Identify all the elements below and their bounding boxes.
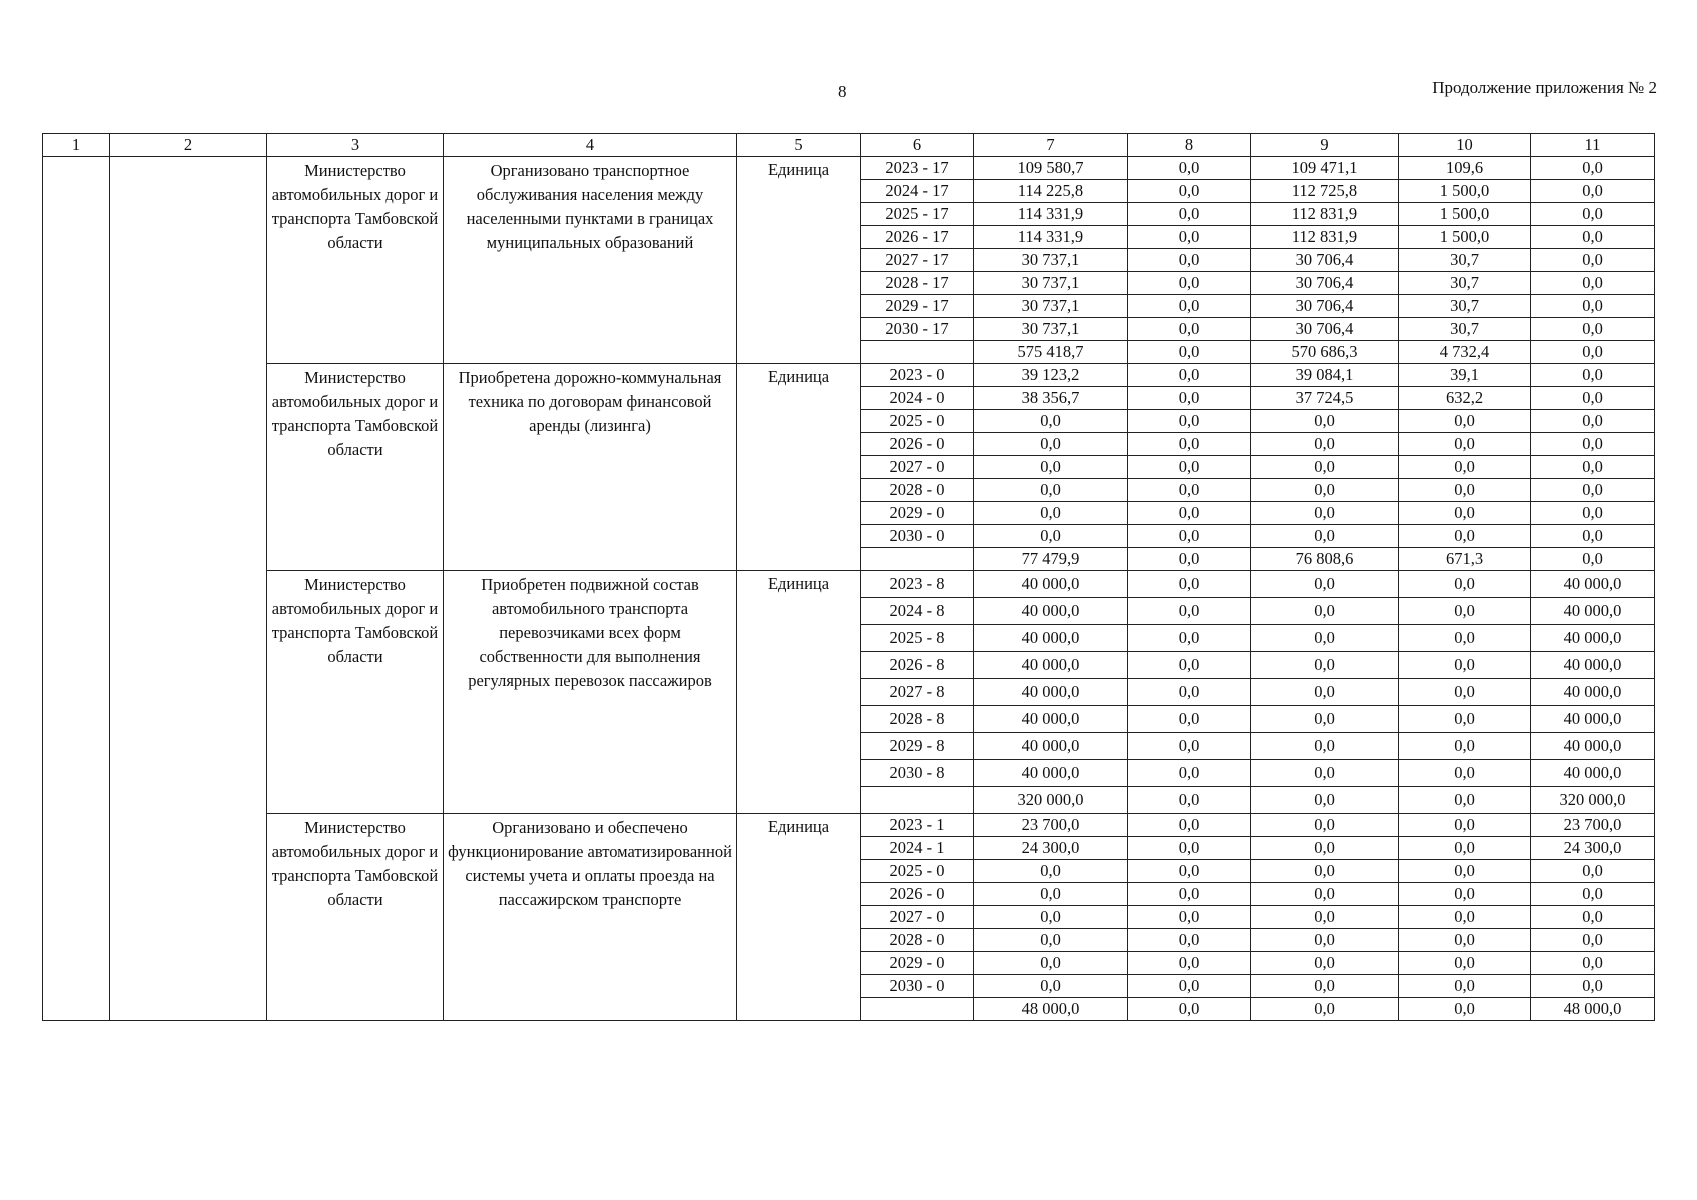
- year-value-cell: 2028 - 0: [861, 479, 974, 502]
- table-row: [43, 364, 1655, 387]
- total-amount-cell: 0,0: [974, 410, 1128, 433]
- other-amount-cell: 0,0: [1531, 883, 1655, 906]
- other-amount-cell: 40 000,0: [1531, 760, 1655, 787]
- local-amount-cell: 109,6: [1399, 157, 1531, 180]
- federal-amount-cell: 0,0: [1128, 952, 1251, 975]
- other-amount-cell: 23 700,0: [1531, 814, 1655, 837]
- federal-amount-cell: 0,0: [1128, 679, 1251, 706]
- local-amount-cell: 0,0: [1399, 998, 1531, 1021]
- year-value-cell: 2029 - 8: [861, 733, 974, 760]
- year-value-cell: [861, 548, 974, 571]
- other-amount-cell: 320 000,0: [1531, 787, 1655, 814]
- other-amount-cell: 0,0: [1531, 226, 1655, 249]
- year-value-cell: 2027 - 0: [861, 456, 974, 479]
- federal-amount-cell: 0,0: [1128, 975, 1251, 998]
- regional-amount-cell: 0,0: [1251, 479, 1399, 502]
- header-cell-6: 6: [861, 134, 974, 157]
- total-amount-cell: 40 000,0: [974, 571, 1128, 598]
- year-value-cell: 2030 - 0: [861, 975, 974, 998]
- year-value-cell: 2023 - 8: [861, 571, 974, 598]
- other-amount-cell: 0,0: [1531, 295, 1655, 318]
- total-amount-cell: 40 000,0: [974, 706, 1128, 733]
- local-amount-cell: 1 500,0: [1399, 203, 1531, 226]
- year-value-cell: 2029 - 17: [861, 295, 974, 318]
- federal-amount-cell: 0,0: [1128, 837, 1251, 860]
- federal-amount-cell: 0,0: [1128, 787, 1251, 814]
- regional-amount-cell: 0,0: [1251, 625, 1399, 652]
- federal-amount-cell: 0,0: [1128, 598, 1251, 625]
- total-amount-cell: 575 418,7: [974, 341, 1128, 364]
- regional-amount-cell: 112 831,9: [1251, 226, 1399, 249]
- other-amount-cell: 0,0: [1531, 318, 1655, 341]
- total-amount-cell: 40 000,0: [974, 625, 1128, 652]
- total-amount-cell: 0,0: [974, 975, 1128, 998]
- local-amount-cell: 4 732,4: [1399, 341, 1531, 364]
- local-amount-cell: 0,0: [1399, 679, 1531, 706]
- local-amount-cell: 0,0: [1399, 706, 1531, 733]
- federal-amount-cell: 0,0: [1128, 883, 1251, 906]
- unit-of-measure: Единица: [737, 364, 861, 571]
- year-value-cell: 2027 - 0: [861, 906, 974, 929]
- total-amount-cell: 48 000,0: [974, 998, 1128, 1021]
- regional-amount-cell: 0,0: [1251, 706, 1399, 733]
- federal-amount-cell: 0,0: [1128, 272, 1251, 295]
- total-amount-cell: 109 580,7: [974, 157, 1128, 180]
- regional-amount-cell: 0,0: [1251, 760, 1399, 787]
- result-description: Приобретен подвижной состав автомобильного транспорта перевозчиками всех форм собственности для выполнения регулярных перевозок пассажиров: [444, 571, 737, 814]
- federal-amount-cell: 0,0: [1128, 625, 1251, 652]
- federal-amount-cell: 0,0: [1128, 433, 1251, 456]
- local-amount-cell: 1 500,0: [1399, 180, 1531, 203]
- other-amount-cell: 40 000,0: [1531, 679, 1655, 706]
- year-value-cell: 2025 - 0: [861, 860, 974, 883]
- other-amount-cell: 0,0: [1531, 203, 1655, 226]
- year-value-cell: 2024 - 1: [861, 837, 974, 860]
- regional-amount-cell: 0,0: [1251, 679, 1399, 706]
- other-amount-cell: 0,0: [1531, 929, 1655, 952]
- responsible-executor: Министерство автомобильных дорог и транспорта Тамбовской области: [267, 814, 444, 1021]
- regional-amount-cell: 39 084,1: [1251, 364, 1399, 387]
- federal-amount-cell: 0,0: [1128, 479, 1251, 502]
- regional-amount-cell: 0,0: [1251, 837, 1399, 860]
- year-value-cell: 2027 - 17: [861, 249, 974, 272]
- year-value-cell: 2023 - 1: [861, 814, 974, 837]
- other-amount-cell: 40 000,0: [1531, 571, 1655, 598]
- regional-amount-cell: 0,0: [1251, 814, 1399, 837]
- other-amount-cell: 0,0: [1531, 249, 1655, 272]
- total-amount-cell: 0,0: [974, 883, 1128, 906]
- regional-amount-cell: 0,0: [1251, 456, 1399, 479]
- total-amount-cell: 114 331,9: [974, 203, 1128, 226]
- regional-amount-cell: 0,0: [1251, 571, 1399, 598]
- year-value-cell: [861, 787, 974, 814]
- page-number: 8: [838, 82, 847, 101]
- other-amount-cell: 0,0: [1531, 502, 1655, 525]
- regional-amount-cell: 37 724,5: [1251, 387, 1399, 410]
- local-amount-cell: 0,0: [1399, 625, 1531, 652]
- regional-amount-cell: 0,0: [1251, 883, 1399, 906]
- regional-amount-cell: 0,0: [1251, 652, 1399, 679]
- other-amount-cell: 0,0: [1531, 387, 1655, 410]
- federal-amount-cell: 0,0: [1128, 203, 1251, 226]
- local-amount-cell: 0,0: [1399, 952, 1531, 975]
- responsible-executor: Министерство автомобильных дорог и транспорта Тамбовской области: [267, 157, 444, 364]
- local-amount-cell: 0,0: [1399, 906, 1531, 929]
- regional-amount-cell: 0,0: [1251, 410, 1399, 433]
- regional-amount-cell: 0,0: [1251, 860, 1399, 883]
- year-value-cell: [861, 998, 974, 1021]
- year-value-cell: 2024 - 17: [861, 180, 974, 203]
- result-description: Организовано транспортное обслуживания населения между населенными пунктами в границах муниципальных образований: [444, 157, 737, 364]
- year-value-cell: 2026 - 8: [861, 652, 974, 679]
- federal-amount-cell: 0,0: [1128, 180, 1251, 203]
- year-value-cell: 2025 - 17: [861, 203, 974, 226]
- regional-amount-cell: 0,0: [1251, 433, 1399, 456]
- column-2-cell: [110, 157, 267, 1021]
- year-value-cell: 2030 - 0: [861, 525, 974, 548]
- header-cell-11: 11: [1531, 134, 1655, 157]
- federal-amount-cell: 0,0: [1128, 814, 1251, 837]
- local-amount-cell: 0,0: [1399, 787, 1531, 814]
- table-row: [43, 157, 1655, 180]
- year-value-cell: 2028 - 8: [861, 706, 974, 733]
- year-value-cell: 2028 - 17: [861, 272, 974, 295]
- regional-amount-cell: 0,0: [1251, 906, 1399, 929]
- other-amount-cell: 48 000,0: [1531, 998, 1655, 1021]
- federal-amount-cell: 0,0: [1128, 387, 1251, 410]
- total-amount-cell: 320 000,0: [974, 787, 1128, 814]
- local-amount-cell: 30,7: [1399, 295, 1531, 318]
- header-cell-2: 2: [110, 134, 267, 157]
- appendix-continuation-note: Продолжение приложения № 2: [1432, 78, 1657, 97]
- other-amount-cell: 0,0: [1531, 525, 1655, 548]
- local-amount-cell: 0,0: [1399, 525, 1531, 548]
- total-amount-cell: 77 479,9: [974, 548, 1128, 571]
- total-amount-cell: 30 737,1: [974, 249, 1128, 272]
- other-amount-cell: 0,0: [1531, 272, 1655, 295]
- year-value-cell: 2030 - 8: [861, 760, 974, 787]
- regional-amount-cell: 76 808,6: [1251, 548, 1399, 571]
- regional-amount-cell: 0,0: [1251, 998, 1399, 1021]
- other-amount-cell: 0,0: [1531, 157, 1655, 180]
- local-amount-cell: 0,0: [1399, 456, 1531, 479]
- federal-amount-cell: 0,0: [1128, 906, 1251, 929]
- year-value-cell: 2028 - 0: [861, 929, 974, 952]
- total-amount-cell: 39 123,2: [974, 364, 1128, 387]
- other-amount-cell: 40 000,0: [1531, 598, 1655, 625]
- regional-amount-cell: 30 706,4: [1251, 295, 1399, 318]
- budget-table: [42, 133, 1655, 1021]
- year-value-cell: 2026 - 0: [861, 883, 974, 906]
- year-value-cell: 2024 - 0: [861, 387, 974, 410]
- regional-amount-cell: 112 831,9: [1251, 203, 1399, 226]
- other-amount-cell: 0,0: [1531, 341, 1655, 364]
- total-amount-cell: 23 700,0: [974, 814, 1128, 837]
- total-amount-cell: 40 000,0: [974, 652, 1128, 679]
- regional-amount-cell: 0,0: [1251, 787, 1399, 814]
- header-cell-5: 5: [737, 134, 861, 157]
- header-cell-8: 8: [1128, 134, 1251, 157]
- table-header-row: [43, 134, 1655, 157]
- total-amount-cell: 0,0: [974, 502, 1128, 525]
- header-cell-1: 1: [43, 134, 110, 157]
- year-value-cell: [861, 341, 974, 364]
- local-amount-cell: 0,0: [1399, 814, 1531, 837]
- header-cell-10: 10: [1399, 134, 1531, 157]
- total-amount-cell: 0,0: [974, 525, 1128, 548]
- federal-amount-cell: 0,0: [1128, 456, 1251, 479]
- total-amount-cell: 0,0: [974, 952, 1128, 975]
- local-amount-cell: 0,0: [1399, 479, 1531, 502]
- other-amount-cell: 24 300,0: [1531, 837, 1655, 860]
- other-amount-cell: 0,0: [1531, 906, 1655, 929]
- table-row: [43, 571, 1655, 598]
- federal-amount-cell: 0,0: [1128, 652, 1251, 679]
- other-amount-cell: 0,0: [1531, 479, 1655, 502]
- federal-amount-cell: 0,0: [1128, 341, 1251, 364]
- federal-amount-cell: 0,0: [1128, 502, 1251, 525]
- year-value-cell: 2029 - 0: [861, 502, 974, 525]
- local-amount-cell: 0,0: [1399, 652, 1531, 679]
- federal-amount-cell: 0,0: [1128, 998, 1251, 1021]
- local-amount-cell: 39,1: [1399, 364, 1531, 387]
- local-amount-cell: 30,7: [1399, 272, 1531, 295]
- regional-amount-cell: 0,0: [1251, 733, 1399, 760]
- header-cell-3: 3: [267, 134, 444, 157]
- other-amount-cell: 0,0: [1531, 456, 1655, 479]
- other-amount-cell: 0,0: [1531, 410, 1655, 433]
- year-value-cell: 2025 - 0: [861, 410, 974, 433]
- local-amount-cell: 0,0: [1399, 975, 1531, 998]
- total-amount-cell: 0,0: [974, 433, 1128, 456]
- header-cell-4: 4: [444, 134, 737, 157]
- regional-amount-cell: 570 686,3: [1251, 341, 1399, 364]
- regional-amount-cell: 109 471,1: [1251, 157, 1399, 180]
- header-cell-7: 7: [974, 134, 1128, 157]
- federal-amount-cell: 0,0: [1128, 733, 1251, 760]
- regional-amount-cell: 0,0: [1251, 952, 1399, 975]
- federal-amount-cell: 0,0: [1128, 760, 1251, 787]
- total-amount-cell: 0,0: [974, 456, 1128, 479]
- federal-amount-cell: 0,0: [1128, 318, 1251, 341]
- federal-amount-cell: 0,0: [1128, 929, 1251, 952]
- unit-of-measure: Единица: [737, 571, 861, 814]
- regional-amount-cell: 0,0: [1251, 502, 1399, 525]
- year-value-cell: 2023 - 0: [861, 364, 974, 387]
- total-amount-cell: 0,0: [974, 479, 1128, 502]
- other-amount-cell: 0,0: [1531, 364, 1655, 387]
- total-amount-cell: 40 000,0: [974, 598, 1128, 625]
- local-amount-cell: 671,3: [1399, 548, 1531, 571]
- regional-amount-cell: 30 706,4: [1251, 272, 1399, 295]
- other-amount-cell: 0,0: [1531, 433, 1655, 456]
- local-amount-cell: 0,0: [1399, 883, 1531, 906]
- responsible-executor: Министерство автомобильных дорог и транспорта Тамбовской области: [267, 571, 444, 814]
- federal-amount-cell: 0,0: [1128, 295, 1251, 318]
- regional-amount-cell: 0,0: [1251, 929, 1399, 952]
- federal-amount-cell: 0,0: [1128, 706, 1251, 733]
- local-amount-cell: 0,0: [1399, 502, 1531, 525]
- total-amount-cell: 40 000,0: [974, 760, 1128, 787]
- total-amount-cell: 0,0: [974, 906, 1128, 929]
- year-value-cell: 2029 - 0: [861, 952, 974, 975]
- other-amount-cell: 0,0: [1531, 952, 1655, 975]
- local-amount-cell: 0,0: [1399, 733, 1531, 760]
- other-amount-cell: 0,0: [1531, 860, 1655, 883]
- unit-of-measure: Единица: [737, 814, 861, 1021]
- local-amount-cell: 30,7: [1399, 249, 1531, 272]
- local-amount-cell: 0,0: [1399, 571, 1531, 598]
- local-amount-cell: 0,0: [1399, 410, 1531, 433]
- federal-amount-cell: 0,0: [1128, 860, 1251, 883]
- year-value-cell: 2026 - 17: [861, 226, 974, 249]
- regional-amount-cell: 0,0: [1251, 598, 1399, 625]
- federal-amount-cell: 0,0: [1128, 548, 1251, 571]
- local-amount-cell: 632,2: [1399, 387, 1531, 410]
- regional-amount-cell: 30 706,4: [1251, 249, 1399, 272]
- total-amount-cell: 30 737,1: [974, 272, 1128, 295]
- other-amount-cell: 40 000,0: [1531, 652, 1655, 679]
- unit-of-measure: Единица: [737, 157, 861, 364]
- federal-amount-cell: 0,0: [1128, 410, 1251, 433]
- total-amount-cell: 30 737,1: [974, 295, 1128, 318]
- other-amount-cell: 40 000,0: [1531, 625, 1655, 652]
- total-amount-cell: 0,0: [974, 929, 1128, 952]
- regional-amount-cell: 0,0: [1251, 525, 1399, 548]
- local-amount-cell: 0,0: [1399, 433, 1531, 456]
- federal-amount-cell: 0,0: [1128, 364, 1251, 387]
- other-amount-cell: 0,0: [1531, 548, 1655, 571]
- regional-amount-cell: 0,0: [1251, 975, 1399, 998]
- federal-amount-cell: 0,0: [1128, 571, 1251, 598]
- local-amount-cell: 0,0: [1399, 860, 1531, 883]
- year-value-cell: 2026 - 0: [861, 433, 974, 456]
- result-description: Приобретена дорожно-коммунальная техника по договорам финансовой аренды (лизинга): [444, 364, 737, 571]
- local-amount-cell: 0,0: [1399, 837, 1531, 860]
- total-amount-cell: 24 300,0: [974, 837, 1128, 860]
- federal-amount-cell: 0,0: [1128, 226, 1251, 249]
- year-value-cell: 2025 - 8: [861, 625, 974, 652]
- local-amount-cell: 0,0: [1399, 929, 1531, 952]
- local-amount-cell: 0,0: [1399, 598, 1531, 625]
- other-amount-cell: 0,0: [1531, 975, 1655, 998]
- table-row: [43, 814, 1655, 837]
- header-cell-9: 9: [1251, 134, 1399, 157]
- total-amount-cell: 0,0: [974, 860, 1128, 883]
- year-value-cell: 2024 - 8: [861, 598, 974, 625]
- other-amount-cell: 40 000,0: [1531, 706, 1655, 733]
- federal-amount-cell: 0,0: [1128, 249, 1251, 272]
- year-value-cell: 2030 - 17: [861, 318, 974, 341]
- total-amount-cell: 40 000,0: [974, 679, 1128, 706]
- regional-amount-cell: 112 725,8: [1251, 180, 1399, 203]
- federal-amount-cell: 0,0: [1128, 525, 1251, 548]
- responsible-executor: Министерство автомобильных дорог и транспорта Тамбовской области: [267, 364, 444, 571]
- regional-amount-cell: 30 706,4: [1251, 318, 1399, 341]
- local-amount-cell: 0,0: [1399, 760, 1531, 787]
- local-amount-cell: 1 500,0: [1399, 226, 1531, 249]
- total-amount-cell: 40 000,0: [974, 733, 1128, 760]
- total-amount-cell: 114 225,8: [974, 180, 1128, 203]
- total-amount-cell: 30 737,1: [974, 318, 1128, 341]
- year-value-cell: 2027 - 8: [861, 679, 974, 706]
- column-1-cell: [43, 157, 110, 1021]
- result-description: Организовано и обеспечено функционирование автоматизированной системы учета и оплаты проезда на пассажирском транспорте: [444, 814, 737, 1021]
- local-amount-cell: 30,7: [1399, 318, 1531, 341]
- total-amount-cell: 38 356,7: [974, 387, 1128, 410]
- other-amount-cell: 40 000,0: [1531, 733, 1655, 760]
- federal-amount-cell: 0,0: [1128, 157, 1251, 180]
- year-value-cell: 2023 - 17: [861, 157, 974, 180]
- other-amount-cell: 0,0: [1531, 180, 1655, 203]
- total-amount-cell: 114 331,9: [974, 226, 1128, 249]
